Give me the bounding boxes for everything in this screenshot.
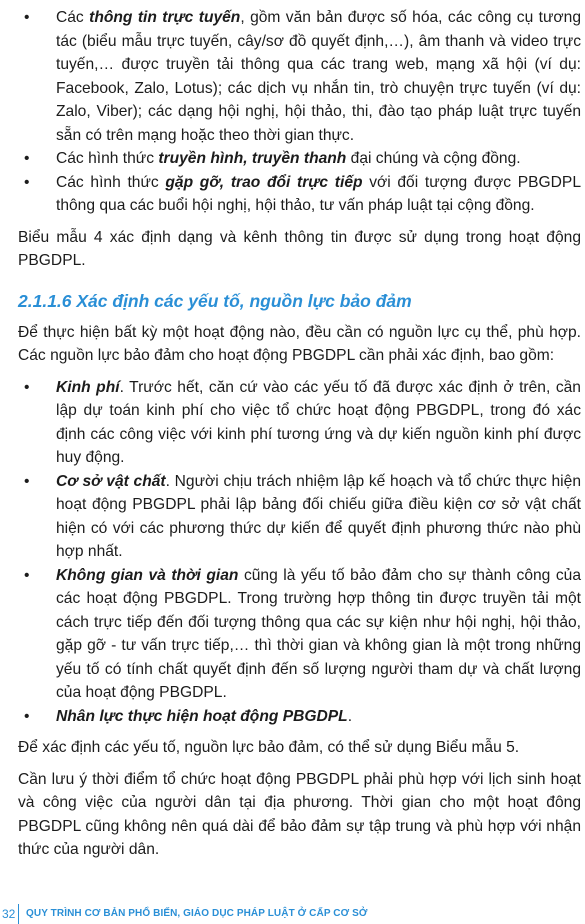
bullet: • — [24, 472, 30, 490]
bullet: • — [24, 566, 30, 584]
footer-title: QUY TRÌNH CƠ BẢN PHỔ BIẾN, GIÁO DỤC PHÁP LUẬT Ở CẤP CƠ SỞ — [26, 908, 368, 919]
section-heading: 2.1.1.6 Xác định các yếu tố, nguồn lực bảo đảm — [18, 290, 412, 311]
paragraph-note: Cần lưu ý thời điểm tổ chức hoạt động PBGDPL phải phù hợp với lịch sinh hoạt và công việc của người dân tại địa phương. Thời gian cho một hoạt đông PBGDPL cũng không nên quá dài để bảo đảm sự tập trung và phù hợp với nhận thức của người dân. — [18, 770, 581, 858]
list-item — [18, 376, 581, 470]
item-emphasis: Kinh phí — [56, 378, 120, 396]
list-item — [18, 147, 581, 171]
item-text: Các hình thức — [56, 173, 166, 191]
item-text: với đối tượng được PBGDPL thông qua các buổi hội nghị, hội thảo, tư vấn pháp luật tại cộng đồng. — [56, 173, 581, 214]
item-emphasis: Nhân lực thực hiện hoạt động PBGDPL — [56, 707, 348, 725]
item-text: đại chúng và cộng đồng. — [346, 150, 521, 167]
bullet: • — [24, 707, 30, 725]
item-text: . Người chịu trách nhiệm lập kế hoạch và tổ chức thực hiện hoạt động PBGDPL phải lập bảng đối chiếu giữa điều kiện cơ sở vật chất hiện có với các phương thức dự kiến để quyết định phương thức nào phù hợp nhất. — [56, 472, 581, 560]
item-emphasis: Không gian và thời gian — [56, 566, 239, 584]
item-text: Các — [56, 9, 90, 26]
item-emphasis: Cơ sở vật chất — [56, 472, 166, 490]
item-text: , gồm văn bản được số hóa, các công cụ tương tác (biểu mẫu trực tuyến, cây/sơ đồ quyết định,…), âm thanh và video trực tuyến,… được truyền tải thông qua các trang web, mạng xã hội (ví dụ: Facebook, Zalo, Lotus); các dịch vụ nhắn tin, trò chuyện trực tuyến (ví dụ: Zalo, Viber); các dạng hội nghị, hội thảo, thi, đào tạo pháp luật trực tuyến sẵn có trên mạng hoặc theo thời gian thực. — [56, 9, 581, 144]
bullet: • — [24, 378, 30, 396]
paragraph-form5: Để xác định các yếu tố, nguồn lực bảo đảm, có thể sử dụng Biểu mẫu 5. — [18, 739, 520, 756]
paragraph-intro: Để thực hiện bất kỳ một hoạt động nào, đều cần có nguồn lực cụ thể, phù hợp. Các nguồn lực bảo đảm cho hoạt động PBGDPL cần phải xác định, bao gồm: — [18, 323, 581, 364]
item-emphasis: thông tin trực tuyến — [89, 9, 241, 26]
list-item — [18, 6, 581, 147]
list-item — [18, 470, 581, 564]
bullet: • — [24, 150, 30, 167]
item-text: cũng là yếu tố bảo đảm cho sự thành công của các hoạt động PBGDPL. Trong trường hợp thông tin được truyền tải một cách trực tiếp đến đối tượng thông qua các sự kiện như hội nghị, hội thảo, gặp gỡ - tư vấn trực tiếp,… thì thời gian và không gian là một trong những yếu tố có tính chất quyết định đến số lượng người tham dự và chất lượng của hoạt động PBGDPL. — [56, 566, 581, 701]
footer-divider — [18, 904, 19, 924]
item-text: . Trước hết, căn cứ vào các yếu tố đã được xác định ở trên, cần lập dự toán kinh phí cho việc tổ chức hoạt động PBGDPL, trong đó xác định các công việc với kinh phí tương ứng và dự kiến nguồn kinh phí được huy động. — [56, 378, 581, 466]
paragraph-form4: Biểu mẫu 4 xác định dạng và kênh thông tin được sử dụng trong hoạt động PBGDPL. — [18, 228, 581, 269]
bullet: • — [24, 9, 30, 26]
list-item — [18, 564, 581, 705]
resources-list — [18, 376, 581, 729]
page-number: 32 — [2, 907, 16, 921]
list-item — [18, 705, 581, 729]
item-text: . — [347, 707, 353, 725]
channels-list — [18, 6, 581, 218]
page-content — [18, 6, 581, 862]
page-footer — [0, 904, 585, 924]
item-emphasis: gặp gỡ, trao đổi trực tiếp — [165, 173, 363, 191]
item-emphasis: truyền hình, truyền thanh — [158, 150, 347, 167]
list-item — [18, 171, 581, 218]
bullet: • — [24, 173, 30, 191]
item-text: Các hình thức — [56, 150, 159, 167]
